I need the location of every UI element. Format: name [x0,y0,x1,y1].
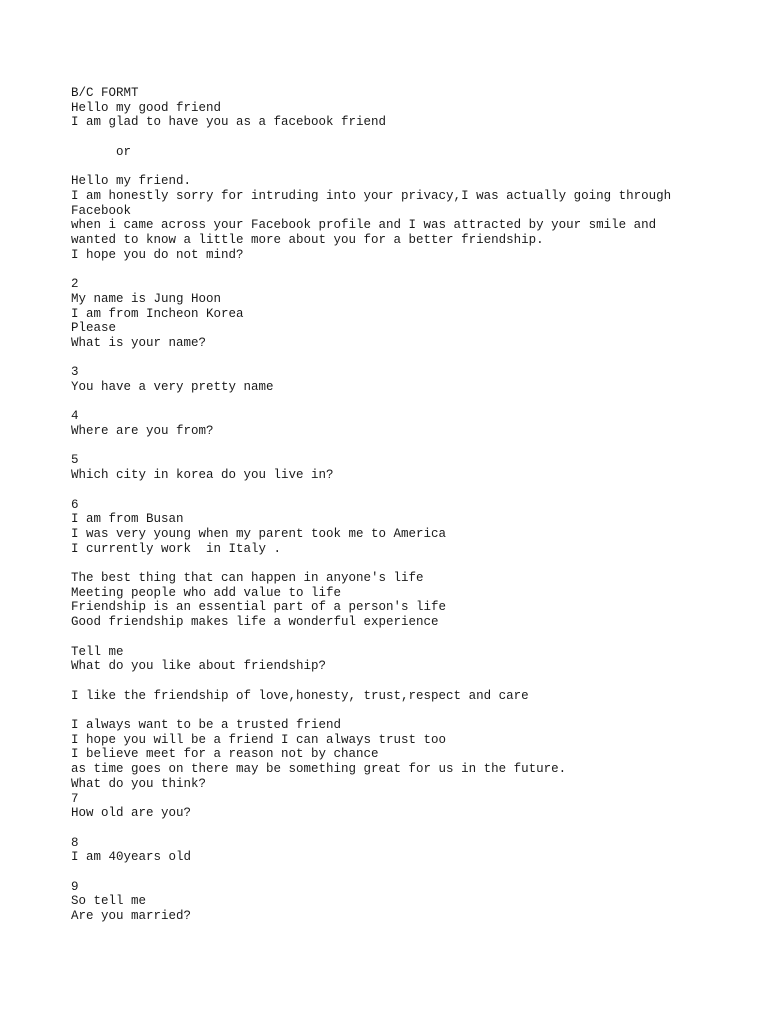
text-line [71,351,751,366]
text-line [71,395,751,410]
text-line: I currently work in Italy . [71,541,282,556]
text-line: I am honestly sorry for intruding into your privacy,I was actually going through [71,188,672,203]
text-line: 2 [71,277,79,292]
document-page [71,86,751,924]
text-line: Tell me [71,644,124,659]
text-line [71,262,751,277]
text-line: You have a very pretty name [71,380,274,394]
text-line: I hope you do not mind? [71,247,244,262]
text-line: 4 [71,409,79,424]
text-line: I am from Busan [71,512,184,527]
text-line: as time goes on there may be something great for us in the future. [71,762,567,777]
text-line: I am 40years old [71,850,192,865]
text-line: I hope you will be a friend I can always trust too [71,732,447,747]
text-line: Facebook [71,203,132,218]
text-line: Meeting people who add value to life [71,585,342,600]
text-line [71,703,751,718]
text-line: I am glad to have you as a facebook friend [71,115,387,130]
text-line: 6 [71,497,79,512]
text-line [71,630,751,645]
text-line: or [71,144,132,159]
text-line [71,674,751,689]
text-line: 7 [71,791,79,806]
text-line: 9 [71,879,79,894]
text-line: So tell me [71,894,147,909]
text-line: I am from Incheon Korea [71,306,244,321]
text-line [71,483,751,498]
text-line: How old are you? [71,806,192,821]
text-line: Where are you from? [71,424,214,439]
text-line [71,160,751,175]
text-line: The best thing that can happen in anyone's life [71,571,424,586]
text-line: I always want to be a trusted friend [71,718,342,733]
text-line: Which city in korea do you live in? [71,468,334,483]
text-line: I like the friendship of love,honesty, trust,respect and care [71,688,529,703]
text-line: I believe meet for a reason not by chance [71,747,379,762]
text-line [71,556,751,571]
text-line: Please [71,321,117,336]
text-line [71,821,751,836]
text-line [71,865,751,880]
text-line: Hello my good friend [71,100,222,115]
text-line: What is your name? [71,335,207,350]
text-line: B/C FORMT [71,86,139,100]
text-line: wanted to know a little more about you for a better friendship. [71,233,544,247]
text-line: when i came across your Facebook profile and I was attracted by your smile and [71,218,657,233]
text-line: Are you married? [71,909,192,924]
text-line: What do you think? [71,776,207,791]
text-line: 3 [71,365,79,380]
text-line: Friendship is an essential part of a person's life [71,600,447,615]
text-line: Good friendship makes life a wonderful experience [71,615,439,630]
text-line [71,130,751,145]
text-line: 5 [71,453,79,468]
text-line: What do you like about friendship? [71,659,327,674]
text-line: I was very young when my parent took me to America [71,526,447,541]
text-line: My name is Jung Hoon [71,291,222,306]
text-line: Hello my friend. [71,174,192,189]
text-line [71,439,751,454]
text-line: 8 [71,835,79,850]
